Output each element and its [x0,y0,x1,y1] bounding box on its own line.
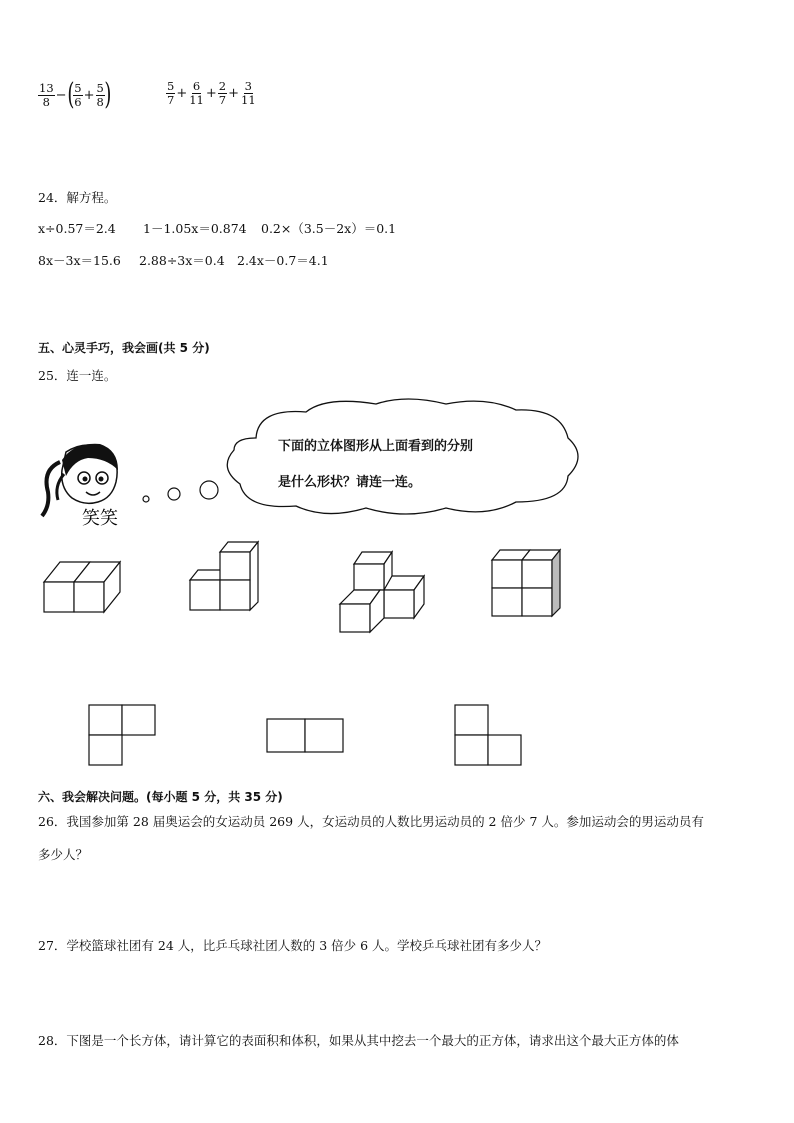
equation: 2.4x－0.7＝4.1 [237,253,329,268]
top-view-1 [86,702,158,768]
solid-figure-4 [488,546,568,621]
fraction: $\frac{5}{6}$ [74,80,82,109]
q27: 27．学校篮球社团有 24 人，比乒乓球社团人数的 3 倍少 6 人。学校乒乓球社团有多少人？ [38,938,548,953]
equation: 8x－3x＝15.6 [38,253,121,268]
fraction: $\frac{13}{8}$ [39,80,54,109]
q25-title: 25．连一连。 [38,368,117,383]
top-view-2 [264,716,346,756]
girl-label: 笑笑 [82,508,118,529]
solid-figure-2 [186,538,266,613]
fraction: $\frac{2}{7}$ [218,79,227,107]
fraction: $\frac{6}{11}$ [189,79,204,107]
cloud-line-2: 是什么形状？请连一连。 [278,475,422,490]
girl-illustration [36,440,146,530]
speech-cloud [216,398,586,523]
expression-2: $\frac{5}{7}$ + $\frac{6}{11}$ + $\frac{2}{7}$ + $\frac{3}{11}$ [167,79,256,107]
solid-figure-1 [40,556,130,616]
solid-figure-3 [336,546,431,636]
q28: 28．下图是一个长方体，请计算它的表面积和体积，如果从其中挖去一个最大的正方体，请求出这个最大正方体的体 [38,1033,679,1048]
right-paren: ) [104,77,112,112]
equation: 2.88÷3x＝0.4 [139,253,225,268]
fraction: $\frac{5}{7}$ [167,79,175,107]
equation: 1－1.05x＝0.874 [143,221,247,236]
expression-1: $\frac{13}{8}$ −( $\frac{5}{6}$ + $\frac{5}{8}$ ) [39,77,112,112]
left-paren: ( [66,77,74,112]
fraction: $\frac{5}{8}$ [96,80,104,109]
q24-title: 24．解方程。 [38,190,117,205]
equation: 0.2×（3.5－2x）＝0.1 [261,221,397,236]
q26-line-1: 26．我国参加第 28 届奥运会的女运动员 269 人，女运动员的人数比男运动员的 2 倍少 7 人。参加运动会的男运动员有 [38,814,704,829]
fraction: $\frac{3}{11}$ [241,79,256,107]
q26-line-2: 多少人？ [38,847,89,862]
section-6-heading: 六、我会解决问题。(每小题 5 分，共 35 分) [38,790,283,804]
section-5-heading: 五、心灵手巧，我会画(共 5 分) [38,341,210,355]
cloud-line-1: 下面的立体图形从上面看到的分别 [278,439,474,454]
top-view-3 [452,702,524,768]
equation: x÷0.57＝2.4 [38,221,116,236]
thought-bubbles [136,474,226,514]
